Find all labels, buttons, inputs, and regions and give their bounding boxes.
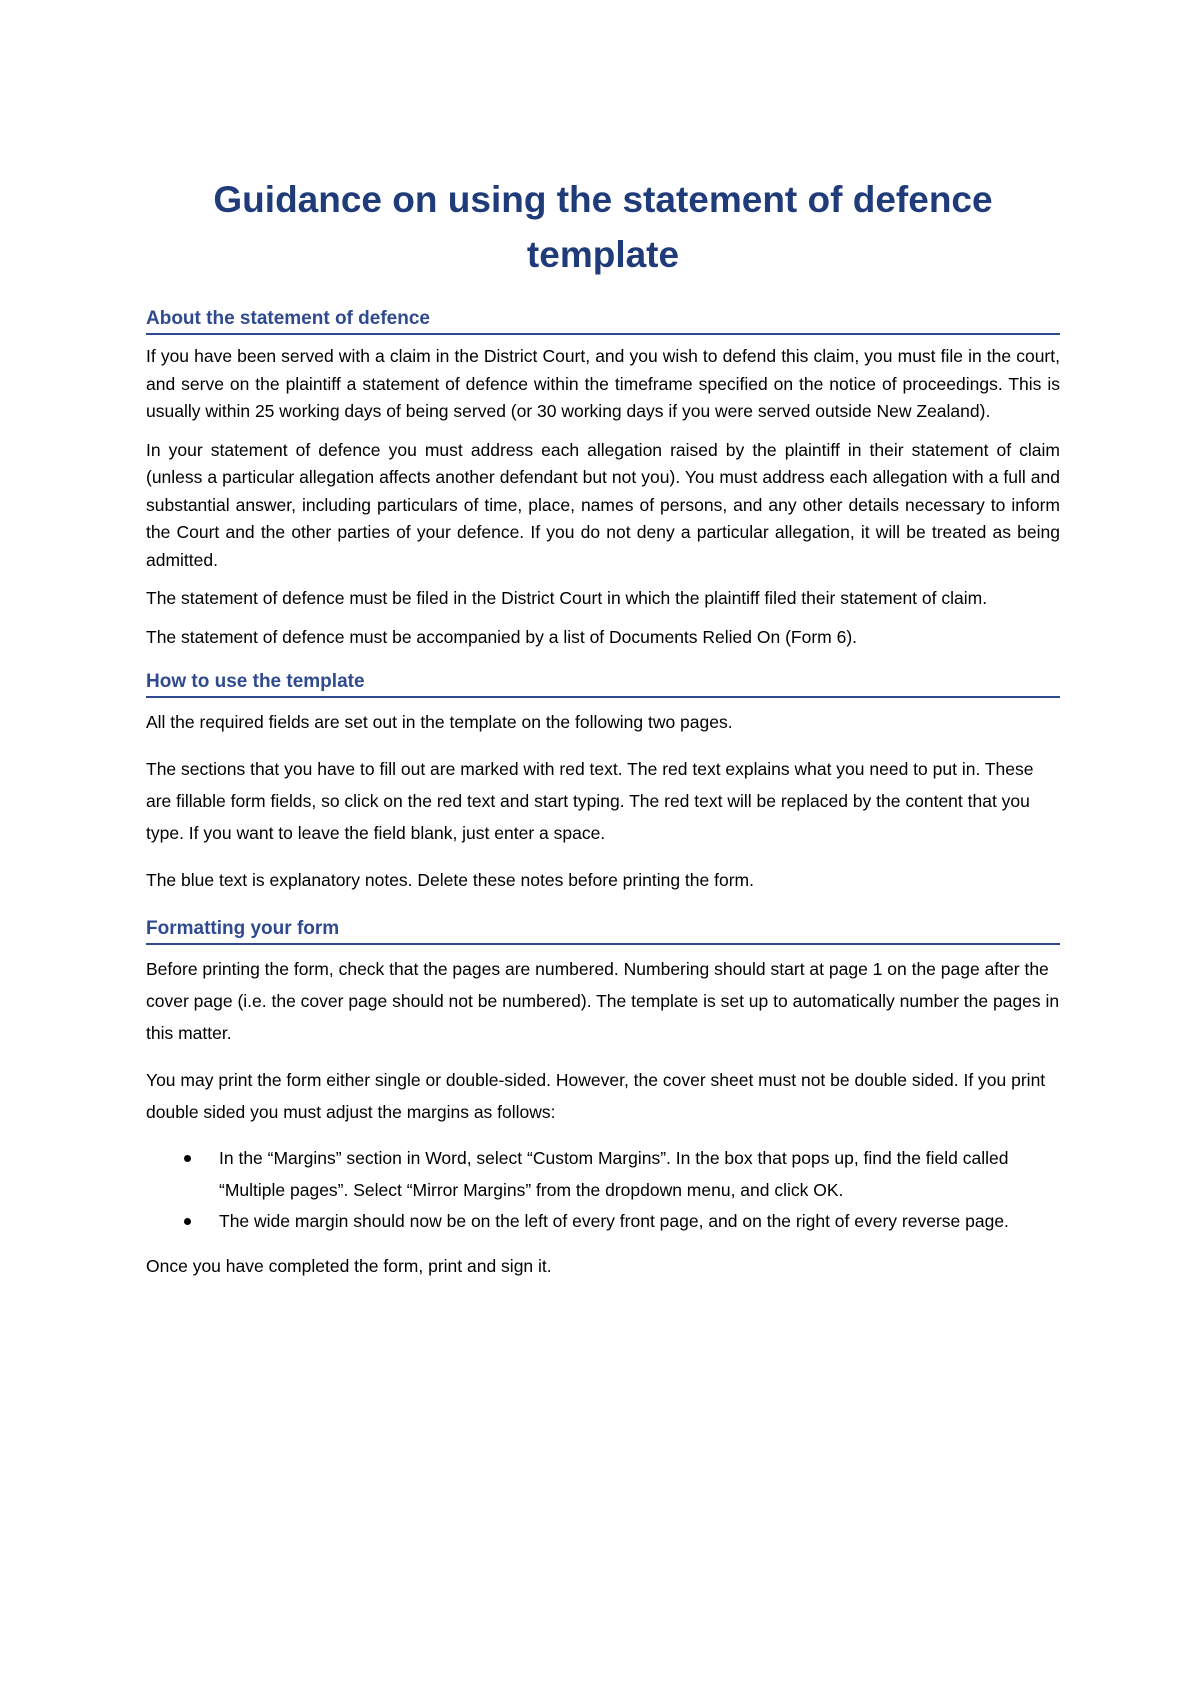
bullet-list (146, 1143, 1060, 1238)
section-about (146, 306, 1060, 651)
section-heading-formatting: Formatting your form (146, 916, 1060, 945)
document-page (146, 172, 1060, 1297)
paragraph: You may print the form either single or double-sided. However, the cover sheet must not be double sided. If you print double sided you must adjust the margins as follows: (146, 1070, 1046, 1122)
section-heading-about: About the statement of defence (146, 306, 1060, 335)
paragraph: Before printing the form, check that the pages are numbered. Numbering should start at page 1 on the page after the cover page (i.e. the cover page should not be numbered). The template is set up to automatically number the pages in this matter. (146, 959, 1060, 1043)
paragraph: The statement of defence must be filed in the District Court in which the plaintiff filed their statement of claim. (146, 588, 988, 608)
bullet-icon (184, 1155, 191, 1162)
paragraph: The statement of defence must be accompanied by a list of Documents Relied On (Form 6). (146, 626, 858, 647)
closing-paragraph: Once you have completed the form, print and sign it. (146, 1255, 552, 1276)
paragraph: The blue text is explanatory notes. Delete these notes before printing the form. (146, 870, 754, 890)
section-heading-how-to-use: How to use the template (146, 669, 1060, 698)
paragraph: All the required fields are set out in the template on the following two pages. (146, 712, 733, 732)
section-formatting (146, 916, 1060, 1282)
bullet-icon (184, 1218, 191, 1225)
document-title: Guidance on using the statement of defence template (213, 179, 993, 275)
list-item-text: In the “Margins” section in Word, select “Custom Margins”. In the box that pops up, find the field called “Multiple pages”. Select “Mirror Margins” from the dropdown menu, and click OK. (219, 1148, 1009, 1200)
list-item-text: The wide margin should now be on the left of every front page, and on the right of every reverse page. (219, 1211, 1009, 1231)
paragraph: If you have been served with a claim in the District Court, and you wish to defend this claim, you must file in the court, and serve on the plaintiff a statement of defence within the timeframe specified on the notice of proceedings. This is usually within 25 working days of being served (or 30 working days if you were served outside New Zealand). (146, 346, 1060, 421)
list-item (146, 1143, 1060, 1206)
list-item (146, 1206, 1060, 1238)
paragraph: The sections that you have to fill out are marked with red text. The red text explains what you need to put in. These are fillable form fields, so click on the red text and start typing. The red text will be replaced by the content that you type. If you want to leave the field blank, just enter a space. (146, 759, 1034, 843)
section-how-to-use (146, 669, 1060, 896)
paragraph: In your statement of defence you must address each allegation raised by the plaintiff in their statement of claim (unless a particular allegation affects another defendant but not you). You must address each allegation with a full and substantial answer, including particulars of time, place, names of persons, and any other details necessary to inform the Court and the other parties of your defence. If you do not deny a particular allegation, it will be treated as being admitted. (146, 439, 1060, 570)
